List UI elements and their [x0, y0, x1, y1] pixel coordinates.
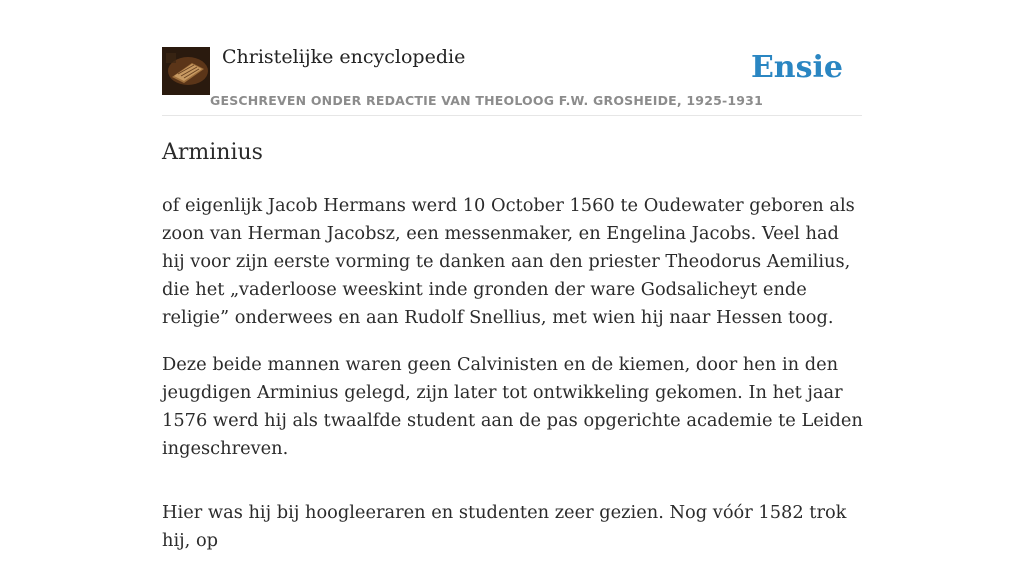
site-subtitle: GESCHREVEN ONDER REDACTIE VAN THEOLOOG F.W. GROSHEIDE, 1925-1931	[210, 93, 763, 108]
site-header	[162, 46, 862, 116]
article-paragraph: Deze beide mannen waren geen Calvinisten en de kiemen, door hen in den jeugdigen Arminius gelegd, zijn later tot ontwikkeling gekomen. In het jaar 1576 werd hij als twaalfde student aan de pas opgerichte academie te Leiden ingeschreven.	[162, 354, 863, 459]
article-paragraph: of eigenlijk Jacob Hermans werd 10 October 1560 te Oudewater geboren als zoon van Herman Jacobsz, een messenmaker, en Engelina Jacobs. Veel had hij voor zijn eerste vorming te danken aan den priester Theodorus Aemilius, die het „vaderloose weeskint inde gronden der ware Godsalicheyt ende religie” onderwees en aan Rudolf Snellius, met wien hij naar Hessen toog.	[162, 195, 855, 328]
site-title[interactable]: Christelijke encyclopedie	[222, 46, 466, 68]
article-paragraph: Hier was hij bij hoogleeraren en studenten zeer gezien. Nog vóór 1582 trok hij, op	[162, 502, 847, 551]
book-photo-icon	[162, 47, 210, 95]
header-divider	[162, 115, 862, 116]
article-title: Arminius	[162, 140, 263, 165]
avatar[interactable]	[162, 47, 210, 95]
article-body	[162, 192, 867, 574]
brand-logo[interactable]: Ensie	[750, 50, 843, 85]
